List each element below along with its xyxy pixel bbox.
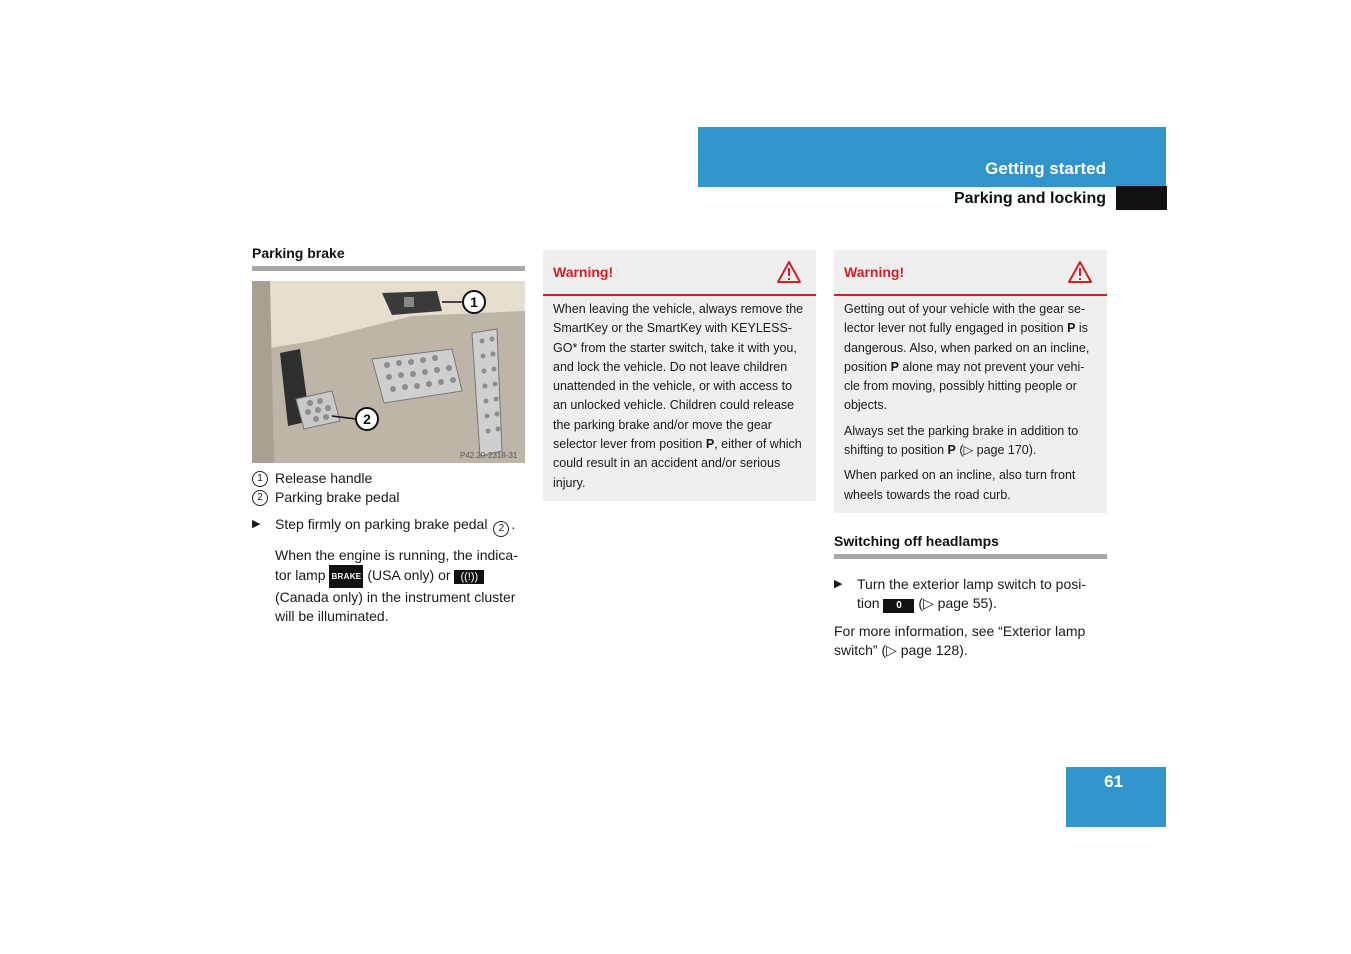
legend-number: 2 bbox=[252, 490, 268, 506]
brake-lamp-icon: BRAKE bbox=[329, 565, 363, 588]
headlamps-heading: Switching off headlamps bbox=[834, 533, 1107, 559]
step-arrow-icon: ▶ bbox=[834, 577, 843, 590]
instruction-step: ▶ Turn the exterior lamp switch to posi-tion 0 (▷ page 55). bbox=[834, 575, 1087, 611]
callout-1-label: 1 bbox=[470, 294, 478, 310]
page-number: 61 bbox=[1104, 772, 1123, 791]
parking-brake-heading: Parking brake bbox=[252, 245, 525, 271]
legend-item bbox=[252, 469, 525, 488]
warning-triangle-icon bbox=[776, 260, 802, 284]
indicator-lamp-note: When the engine is running, the indica-tor lamp BRAKE (USA only) or ((!)) (Canada only) in the instrument cluster will be illuminated. bbox=[275, 547, 518, 624]
warning-box-1 bbox=[543, 250, 816, 501]
right-column bbox=[834, 250, 1107, 660]
warning-title: Warning! bbox=[553, 264, 614, 280]
figure-code: P42.20-2318-31 bbox=[460, 451, 518, 460]
parking-brake-column bbox=[252, 245, 525, 626]
step-arrow-icon: ▶ bbox=[252, 518, 261, 530]
figure-legend bbox=[252, 469, 525, 507]
section-marker bbox=[1116, 186, 1167, 210]
warning-box-2 bbox=[834, 250, 1107, 513]
legend-label: Parking brake pedal bbox=[275, 489, 400, 505]
warning-triangle-icon bbox=[1067, 260, 1093, 284]
warning-title: Warning! bbox=[844, 264, 905, 280]
legend-number: 1 bbox=[252, 471, 268, 487]
switch-position-zero-icon: 0 bbox=[883, 599, 914, 613]
warning-text: When leaving the vehicle, always remove the SmartKey or the SmartKey with KEYLESS-GO* from the starter switch, take it with you, and lock the vehicle. Do not leave children unattended in the vehicle, or with access to an unlocked vehicle. Children could release the parking brake and/or move the gear selector lever from position P, either of which could result in an accident and/or serious injury. bbox=[553, 302, 804, 490]
step-reference-number: 2 bbox=[493, 521, 509, 537]
canada-brake-lamp-icon: ((!)) bbox=[454, 570, 484, 584]
warning-paragraph: When parked on an incline, also turn front wheels towards the road curb. bbox=[844, 468, 1076, 502]
warning-header bbox=[834, 250, 1107, 296]
warning-paragraph: Getting out of your vehicle with the gear se-lector lever not fully engaged in position P is dangerous. Also, when parked on an incline, position P alone may not prevent your vehi-cle from moving, possibly hitting people or objects. bbox=[844, 302, 1090, 413]
parking-brake-figure bbox=[252, 281, 525, 463]
legend-label: Release handle bbox=[275, 470, 373, 486]
warning-header bbox=[543, 250, 816, 296]
legend-item bbox=[252, 488, 525, 507]
chapter-title: Getting started bbox=[985, 159, 1106, 178]
warning-paragraph: Always set the parking brake in addition to shifting to position P (▷ page 170). bbox=[844, 423, 1079, 458]
callout-2-label: 2 bbox=[363, 411, 371, 427]
instruction-step: ▶ Step firmly on parking brake pedal 2 . bbox=[252, 515, 525, 537]
more-info-note: For more information, see “Exterior lamp switch” (▷ page 128). bbox=[834, 622, 1086, 658]
section-title: Parking and locking bbox=[953, 190, 1106, 207]
